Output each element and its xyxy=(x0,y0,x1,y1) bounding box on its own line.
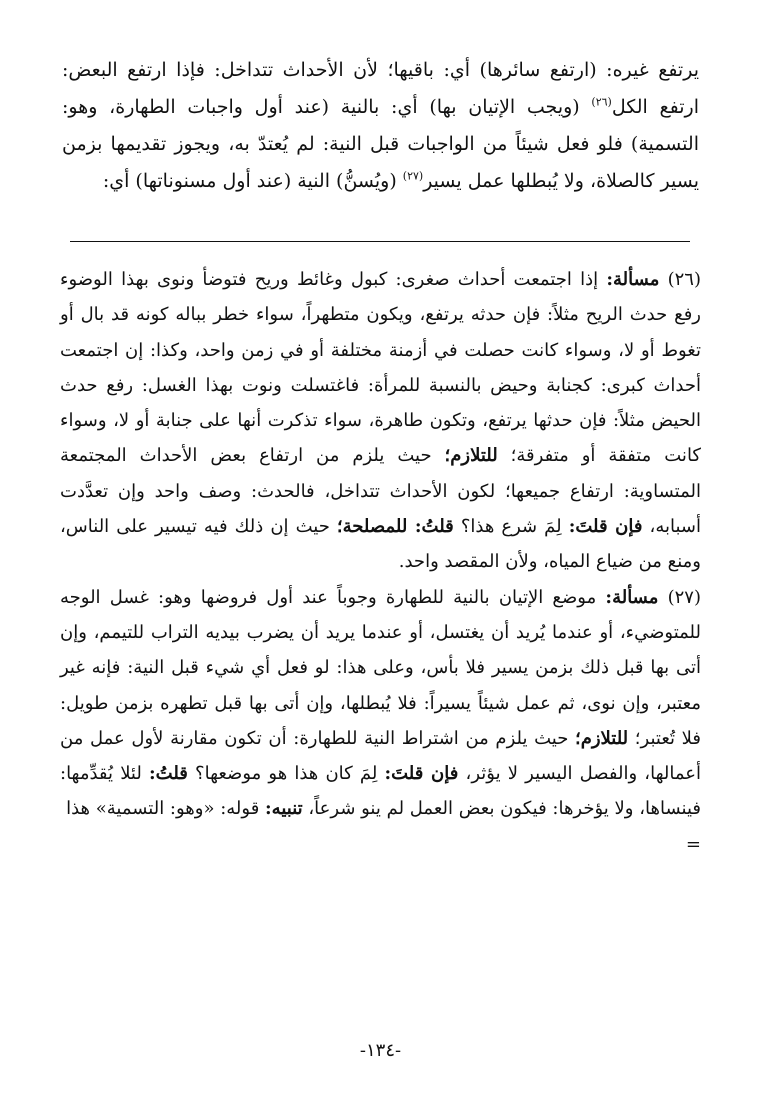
footnote-keyword: تنبيه: xyxy=(265,798,303,820)
main-text-block xyxy=(62,52,699,200)
footnote-keyword: قلتُ: xyxy=(149,763,188,785)
footnote-reference-26[interactable]: (٢٦) xyxy=(591,95,612,109)
footnote-27 xyxy=(60,580,701,862)
footnote-text: لِمَ شرع هذا؟ xyxy=(453,516,569,538)
footnote-keyword: فإن قلتَ: xyxy=(568,516,643,538)
footnote-keyword: فإن قلتَ: xyxy=(384,763,459,785)
footnote-text: قوله: «وهو: التسمية» هذا xyxy=(66,798,266,820)
footnote-keyword: للتلازم؛ xyxy=(444,445,498,467)
footnote-text: حيث يلزم من اشتراط النية للطهارة: أن تكون مقارنة لأول عمل من أعمالها، والفصل اليسير لا يؤثر، xyxy=(60,727,701,785)
footnote-text: حيث إن ذلك فيه تيسير على الناس، ومنع من ضياع المياه، ولأن المقصد واحد. xyxy=(60,516,701,573)
footnote-keyword: للتلازم؛ xyxy=(574,727,629,749)
footnote-text: حيث يلزم من ارتفاع بعض الأحداث المجتمعة المتساوية: ارتفاع جميعها؛ لكون الأحداث تتداخل، فالحدث: وصف واحد وإن تعدَّدت أسبابه، xyxy=(60,445,701,538)
footnote-text: موضع الإتيان بالنية للطهارة وجوباً عند أول فروضها وهو: غسل الوجه للمتوضيء، أو عندما يُريد أن يغتسل، أو عندما يريد أن يضرب بيديه التراب للتيمم، وإن أتى بها قبل ذلك بزمن يسير فلا بأس، وعلى هذا: لو فعل أي شيء قبل النية: فإنه غير معتبر، وإن نوى، ثم عمل شيئاً يسيراً: فلا يُبطلها، وإن أتى بها قبل تطهره بزمن طويل: فلا تُعتبر؛ xyxy=(60,586,702,749)
footnotes-block xyxy=(60,262,701,862)
footnote-keyword: قلتُ: للمصلحة؛ xyxy=(336,516,454,538)
main-text-segment: يرتفع غيره: (ارتفع سائرها) أي: باقيها؛ لأن الأحداث تتداخل: فإذا ارتفع البعض: ارتفع الكل xyxy=(62,59,699,118)
footnote-26 xyxy=(60,262,701,580)
footnote-separator xyxy=(70,241,690,242)
main-text-segment: (ويجب الإتيان بها) أي: بالنية (عند أول واجبات الطهارة، وهو: التسمية) فلو فعل شيئاً من الواجبات قبل النية: لم يُعتدّ به، ويجوز تقديمها بزمن يسير كالصلاة، ولا يُبطلها عمل يسير xyxy=(62,96,699,192)
footnote-reference-27[interactable]: (٢٧) xyxy=(402,169,424,183)
footnote-number: (٢٧) xyxy=(667,586,701,608)
main-paragraph xyxy=(62,52,699,200)
main-text-segment: (ويُسنُّ) النية (عند أول مسنوناتها) أي: xyxy=(102,170,403,192)
footnote-text: لِمَ كان هذا هو موضعها؟ xyxy=(187,763,385,785)
footnote-label: مسألة: xyxy=(606,269,660,290)
footnote-label: مسألة: xyxy=(605,586,659,608)
continuation-mark: = xyxy=(685,833,701,855)
footnote-text: إذا اجتمعت أحداث صغرى: كبول وغائط وريح فتوضأ ونوى بهذا الوضوء رفع حدث الريح مثلاً: فإن حدثه يرتفع، ويكون متطهراً، سواء خطر بباله كونه قد بال أو تغوط أو لا، وسواء كانت حصلت في أزمنة مختلفة أو في زمن واحد، وكذا: إن اجتمعت أحداث كبرى: كجنابة وحيض بالنسبة للمرأة: فاغتسلت ونوت بهذا الغسل: رفع حدث الحيض مثلاً: فإن حدثها يرتفع، وتكون طاهرة، سواء تذكرت أنها على جنابة أو لا، وسواء كانت متفقة أو متفرقة؛ xyxy=(60,269,702,467)
footnote-number: (٢٦) xyxy=(667,269,701,290)
footnote-text: لئلا يُقدِّمها: فينساها، ولا يؤخرها: فيكون بعض العمل لم ينو شرعاً، xyxy=(60,763,701,820)
page-number: -١٣٤- xyxy=(359,1040,402,1061)
